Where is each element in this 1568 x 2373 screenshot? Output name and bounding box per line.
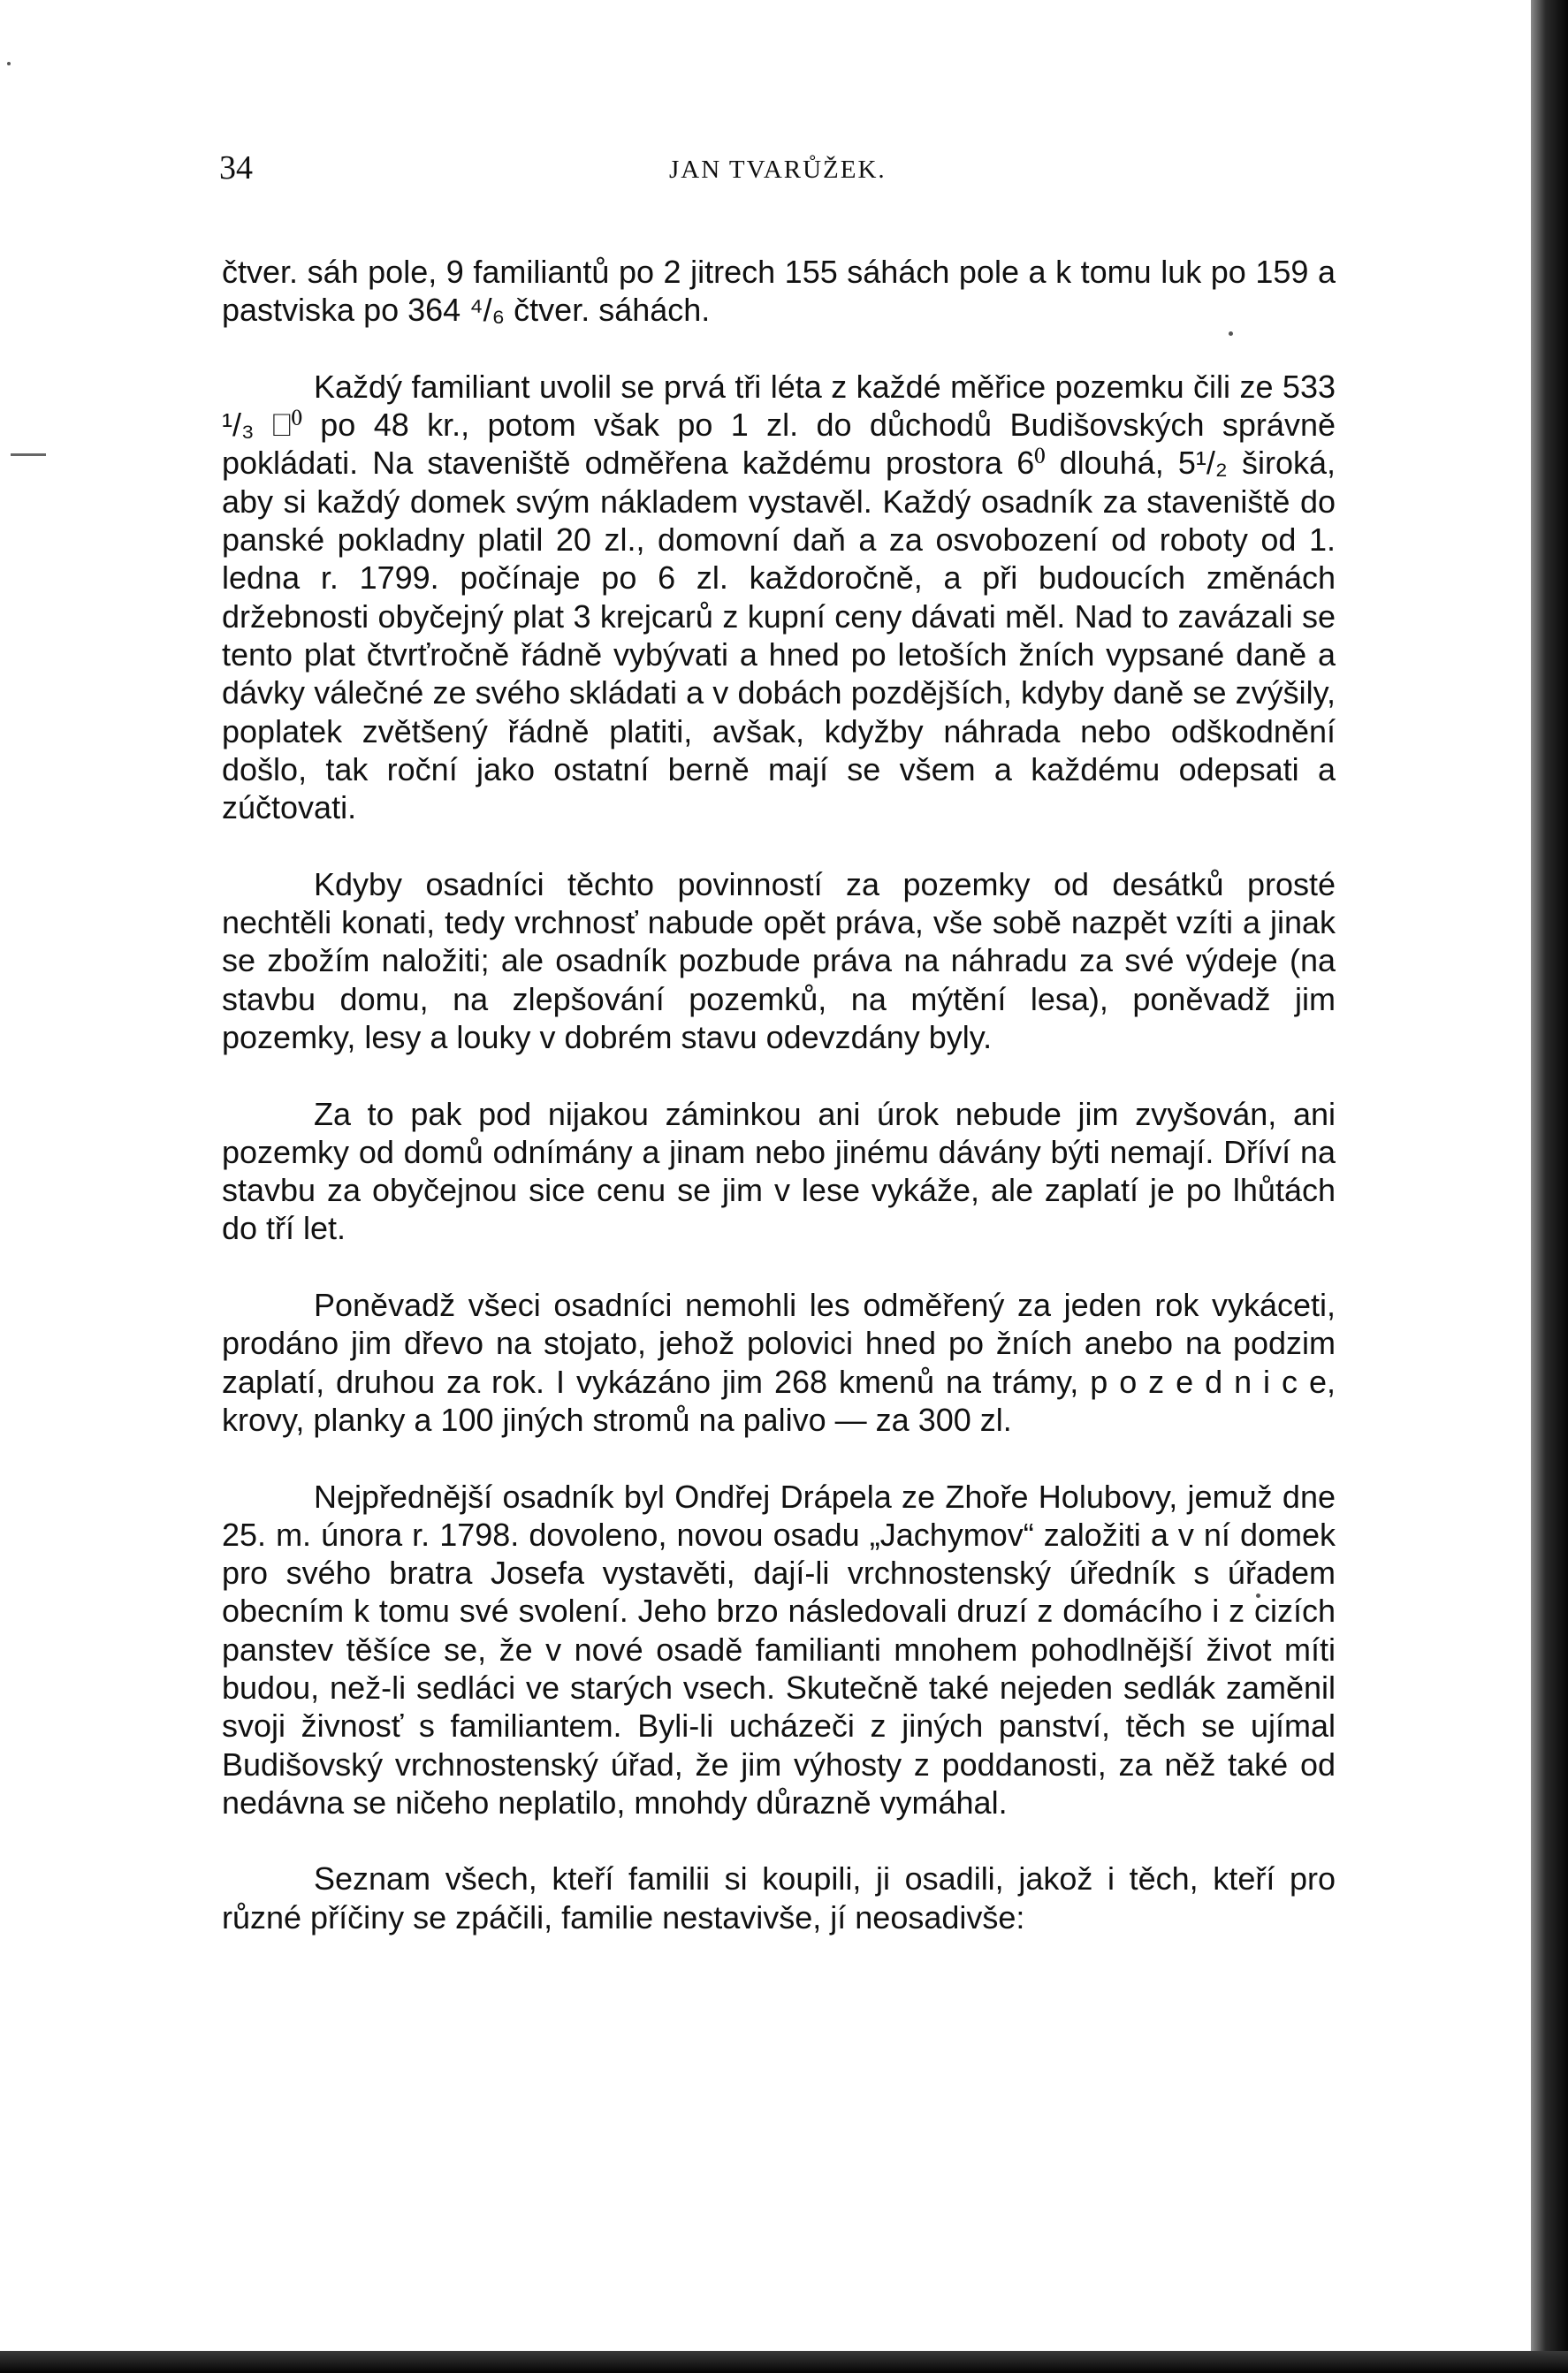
paragraph: Seznam všech, kteří familii si koupili, ji osadili, jakož i těch, kteří pro různé příčiny se zpáčili, familie nestavivše, jí neosadivše: xyxy=(222,1860,1336,1936)
running-head: JAN TVARŮŽEK. xyxy=(669,156,887,184)
page-number: 34 xyxy=(219,149,253,186)
page-header xyxy=(0,148,1531,202)
body-text xyxy=(222,253,1336,1936)
paragraph: Nejpřednější osadník byl Ondřej Drápela ze Zhoře Holubovy, jemuž dne 25. m. února r. 1798. dovoleno, novou osadu „Jachymov“ založiti a v ní domek pro svého bratra Josefa vystavěti, dají-li vrchnostenský úředník s úřadem obecním k tomu své svolení. Jeho brzo následovali druzí z domácího i z cizích panstev těšíce se, že v nové osadě familianti mnohem pohodlnější život míti budou, než-li sedláci ve starých vsech. Skutečně také nejeden sedlák zaměnil svoji živnosť s familiantem. Byli-li ucházeči z jiných panství, těch se ujímal Budišovský vrchnostenský úřad, že jim výhosty z poddanosti, za něž také od nedávna se ničeho neplatilo, mnohdy důrazně vymáhal. xyxy=(222,1478,1336,1821)
print-speck xyxy=(7,62,11,65)
paragraph: čtver. sáh pole, 9 familiantů po 2 jitrech 155 sáhách pole a k tomu luk po 159 a pastviska po 364 ⁴/₆ čtver. sáhách. xyxy=(222,254,1336,329)
page-edge-shadow xyxy=(1531,0,1568,2373)
paragraph: Každý familiant uvolil se prvá tři léta z každé měřice pozemku čili ze 533 ¹/₃ ⎕⁰ po 48 kr., potom však po 1 zl. do důchodů Budišovských správně pokládati. Na staveniště odměřena každému prostora 6⁰ dlouhá, 5¹/₂ široká, aby si každý domek svým nákladem vystavěl. Každý osadník za staveniště do panské pokladny platil 20 zl., domovní daň a za osvobození od roboty od 1. ledna r. 1799. počínaje po 6 zl. každoročně, a při budoucích změnách držebnosti obyčejný plat 3 krejcarů z kupní ceny dávati měl. Nad to zavázali se tento plat čtvrťročně řádně vybývati a hned po letoších žních vypsané daně a dávky válečné ze svého skládati a v dobách pozdějších, kdyby daně se zvýšily, poplatek zvětšený řádně platiti, avšak, kdyžby náhrada nebo odškodnění došlo, tak roční jako ostatní berně mají se všem a každému odepsati a zúčtovati. xyxy=(222,368,1336,826)
page-bottom-shadow xyxy=(0,2351,1568,2373)
paragraph: Poněvadž všeci osadníci nemohli les odměřený za jeden rok vykáceti, prodáno jim dřevo na stojato, jehož polovici hned po žních anebo na podzim zaplatí, druhou za rok. I vykázáno jim 268 kmenů na trámy, p o z e d n i c e, krovy, planky a 100 jiných stromů na palivo — za 300 zl. xyxy=(222,1287,1336,1438)
paragraph: Za to pak pod nijakou záminkou ani úrok nebude jim zvyšován, ani pozemky od domů odnímány a jinam nebo jinému dávány býti nemají. Dříví na stavbu za obyčejnou sice cenu se jim v lese vykáže, ale zaplatí je po lhůtách do tří let. xyxy=(222,1095,1336,1247)
margin-mark xyxy=(11,453,46,456)
paragraph: Kdyby osadníci těchto povinností za pozemky od desátků prosté nechtěli konati, tedy vrchnosť nabude opět práva, vše sobě nazpět vzíti a jinak se zbožím naložiti; ale osadník pozbude práva na náhradu za své výdeje (na stavbu domu, na zlepšování pozemků, na mýtění lesa), poněvadž jim pozemky, lesy a louky v dobrém stavu odevzdány byly. xyxy=(222,865,1336,1055)
